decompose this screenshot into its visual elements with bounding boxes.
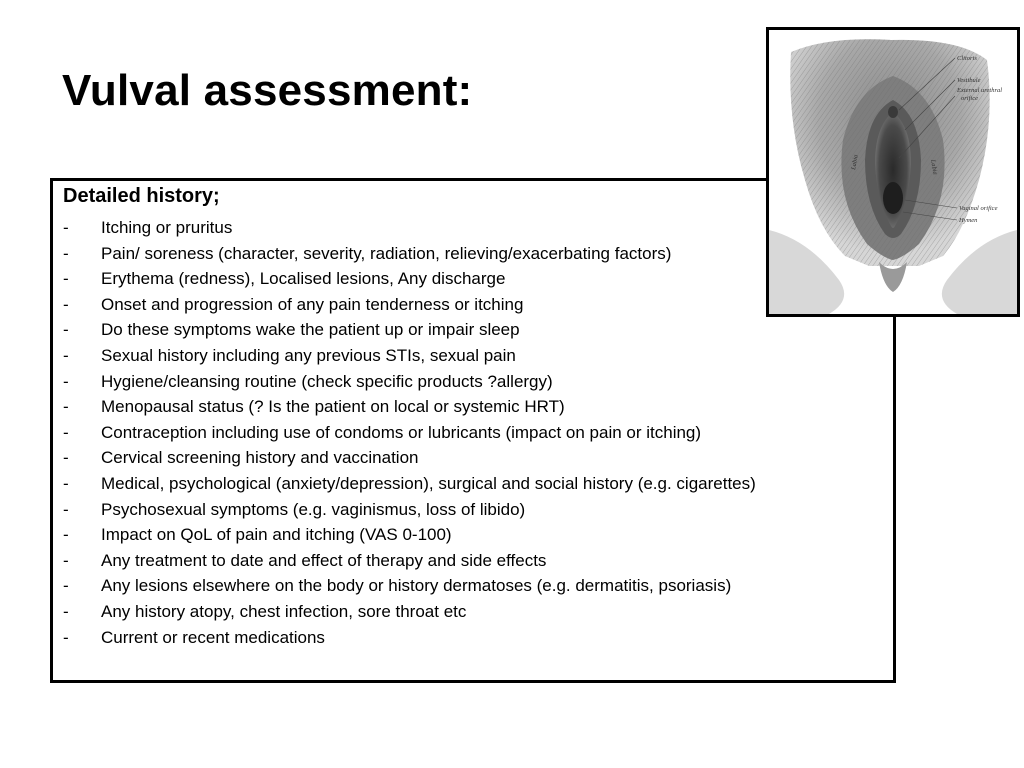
- list-item: [53, 420, 893, 446]
- list-item-text: Pain/ soreness (character, severity, radiation, relieving/exacerbating factors): [101, 243, 672, 263]
- list-item: [53, 445, 893, 471]
- label-hymen: Hymen: [959, 217, 978, 224]
- bullet-dash: -: [63, 499, 69, 519]
- perineum: [879, 262, 907, 292]
- history-heading: Detailed history;: [63, 185, 220, 207]
- list-item-text: Itching or pruritus: [101, 218, 233, 237]
- vaginal-orifice: [883, 182, 903, 214]
- bullet-dash: -: [63, 320, 69, 340]
- list-item: [53, 497, 893, 523]
- list-item: [53, 548, 893, 574]
- list-item: [53, 522, 893, 548]
- list-item-text: Erythema (redness), Localised lesions, Any discharge: [101, 269, 506, 289]
- list-item-text: Do these symptoms wake the patient up or impair sleep: [101, 320, 520, 340]
- list-item: [53, 625, 893, 651]
- label-clitoris: Clitoris: [957, 55, 977, 62]
- label-labia-left: Labia: [850, 154, 860, 171]
- bullet-dash: -: [63, 473, 69, 493]
- list-item-text: Hygiene/cleansing routine (check specific products ?allergy): [101, 371, 553, 391]
- bullet-dash: -: [63, 448, 69, 468]
- label-vaginal-orifice: Vaginal orifice: [959, 205, 998, 212]
- anatomy-illustration: [769, 30, 1017, 314]
- list-item-text: Any treatment to date and effect of therapy and side effects: [101, 550, 547, 570]
- bullet-dash: -: [63, 345, 69, 365]
- list-item-text: Psychosexual symptoms (e.g. vaginismus, loss of libido): [101, 499, 526, 519]
- list-item: [53, 599, 893, 625]
- bullet-dash: -: [63, 371, 69, 391]
- list-item-text: Menopausal status (? Is the patient on local or systemic HRT): [101, 397, 565, 417]
- anatomy-figure: [766, 27, 1020, 317]
- list-item-text: Medical, psychological (anxiety/depression), surgical and social history (e.g. cigarettes): [101, 473, 756, 493]
- list-item-text: Current or recent medications: [101, 627, 325, 647]
- list-item-text: Sexual history including any previous STIs, sexual pain: [101, 345, 516, 365]
- label-labia-right: Labia: [929, 159, 939, 176]
- bullet-dash: -: [63, 218, 69, 237]
- list-item-text: Any history atopy, chest infection, sore throat etc: [101, 601, 467, 621]
- bullet-dash: -: [63, 269, 69, 289]
- list-item-text: Contraception including use of condoms or lubricants (impact on pain or itching): [101, 422, 702, 442]
- bullet-dash: -: [63, 601, 69, 621]
- bullet-dash: -: [63, 627, 69, 647]
- list-item: [53, 369, 893, 395]
- list-item: [53, 343, 893, 369]
- list-item: [53, 471, 893, 497]
- list-item: [53, 573, 893, 599]
- list-item-text: Any lesions elsewhere on the body or history dermatoses (e.g. dermatitis, psoriasis): [101, 576, 732, 596]
- list-item-text: Onset and progression of any pain tenderness or itching: [101, 294, 524, 314]
- list-item: [53, 317, 893, 343]
- label-urethral-2: orifice: [961, 95, 978, 102]
- bullet-dash: -: [63, 576, 69, 596]
- bullet-dash: -: [63, 422, 69, 442]
- list-item-text: Impact on QoL of pain and itching (VAS 0-100): [101, 525, 452, 545]
- clitoris: [888, 106, 898, 118]
- bullet-dash: -: [63, 294, 69, 314]
- list-item-text: Cervical screening history and vaccination: [101, 448, 419, 468]
- label-vestibule: Vestibule: [957, 77, 981, 84]
- list-item: [53, 394, 893, 420]
- label-urethral-1: External urethral: [957, 87, 1003, 94]
- slide-title: Vulval assessment:: [62, 66, 473, 115]
- bullet-dash: -: [63, 525, 69, 545]
- bullet-dash: -: [63, 397, 69, 417]
- right-thigh: [942, 230, 1017, 314]
- bullet-dash: -: [63, 243, 69, 263]
- bullet-dash: -: [63, 550, 69, 570]
- left-thigh: [769, 230, 844, 314]
